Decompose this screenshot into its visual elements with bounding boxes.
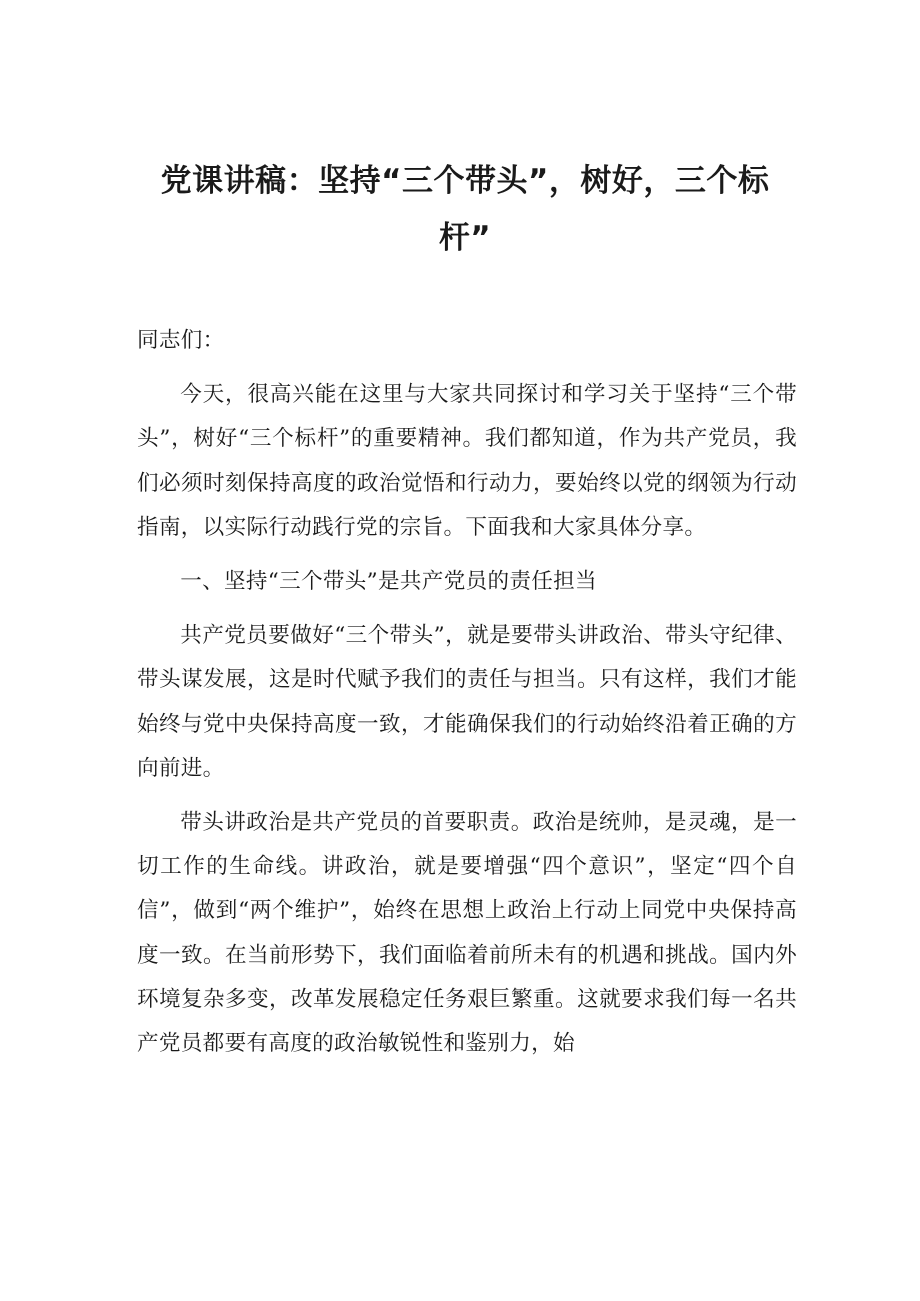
section-heading-1: 一、坚持“三个带头”是共产党员的责任担当 xyxy=(180,569,597,595)
document-body xyxy=(137,319,797,1066)
paragraph-intro: 今天，很高兴能在这里与大家共同探讨和学习关于坚持“三个带头”，树好“三个标杆”的重要精神。我们都知道，作为共产党员，我们必须时刻保持高度的政治觉悟和行动力，要始终以党的纲领为行动指南，以实际行动践行党的宗旨。下面我和大家具体分享。 xyxy=(137,382,797,540)
salutation: 同志们： xyxy=(137,328,225,353)
paragraph-politics: 带头讲政治是共产党员的首要职责。政治是统帅，是灵魂，是一切工作的生命线。讲政治，就是要增强“四个意识”，坚定“四个自信”，做到“两个维护”，始终在思想上政治上行动上同党中央保持高度一致。在当前形势下，我们面临着前所未有的机遇和挑战。国内外环境复杂多变，改革发展稳定任务艰巨繁重。这就要求我们每一名共产党员都要有高度的政治敏锐性和鉴别力，始 xyxy=(137,810,797,1057)
document-title-line-2: 杆” xyxy=(438,220,492,256)
paragraph-three-leads: 共产党员要做好“三个带头”，就是要带头讲政治、带头守纪律、带头谋发展，这是时代赋予我们的责任与担当。只有这样，我们才能始终与党中央保持高度一致，才能确保我们的行动始终沿着正确的方向前进。 xyxy=(137,623,797,781)
document-title-line-1: 党课讲稿：坚持“三个带头”，树好，三个标 xyxy=(160,163,770,199)
